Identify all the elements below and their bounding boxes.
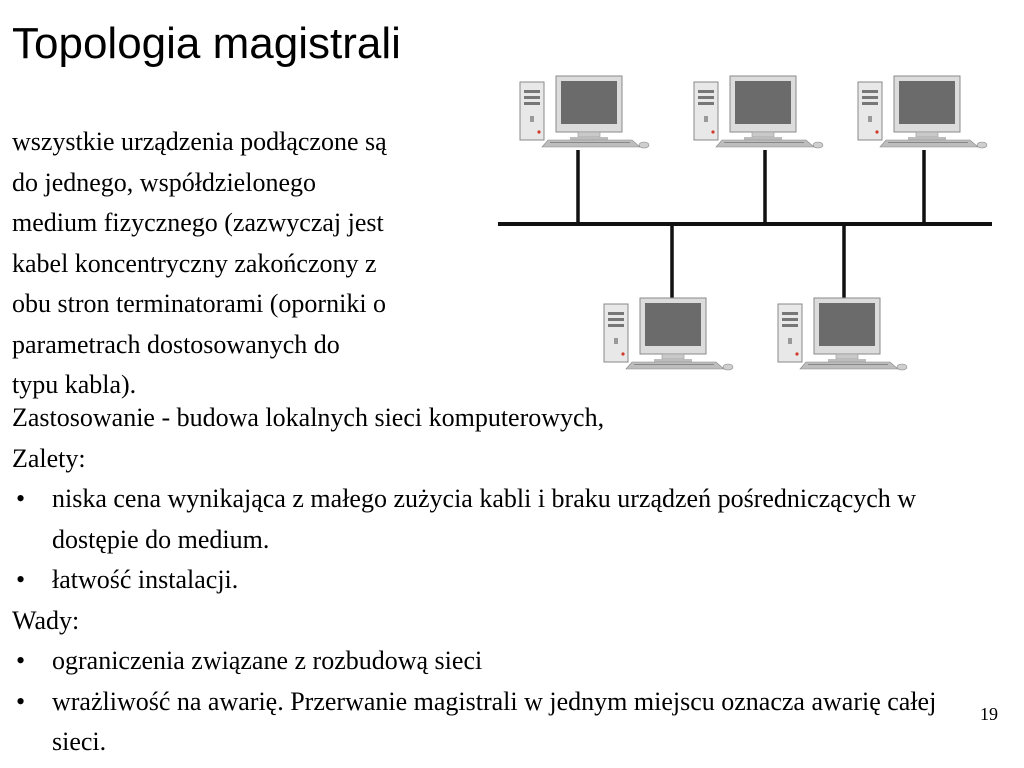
advantages-list bbox=[12, 479, 972, 601]
intro-text bbox=[12, 122, 512, 406]
desktop-computer-icon bbox=[858, 76, 987, 148]
disadvantages-heading: Wady: bbox=[12, 605, 80, 635]
intro-line: kabel koncentryczny zakończony z bbox=[12, 248, 377, 278]
intro-line: obu stron terminatorami (oporniki o bbox=[12, 289, 387, 318]
slide-body bbox=[12, 398, 972, 763]
intro-line: medium fizycznego (zazwyczaj jest bbox=[12, 208, 384, 237]
desktop-computer-icon bbox=[694, 76, 823, 148]
list-item: • ograniczenia związane z rozbudową sieci bbox=[12, 641, 972, 682]
page-number: 19 bbox=[980, 704, 998, 724]
slide-title: Topologia magistrali bbox=[12, 19, 401, 68]
usage-text: Zastosowanie - budowa lokalnych sieci komputerowych, bbox=[12, 403, 605, 432]
desktop-computer-icon bbox=[520, 76, 649, 148]
disadvantages-list bbox=[12, 641, 972, 763]
intro-line: parametrach dostosowanych do bbox=[12, 329, 340, 359]
desktop-computer-icon bbox=[604, 298, 733, 370]
bus-topology-diagram bbox=[480, 66, 1000, 372]
list-item: • łatwość instalacji. bbox=[12, 560, 972, 601]
intro-line: do jednego, współdzielonego bbox=[12, 167, 316, 197]
list-item: • wrażliwość na awarię. Przerwanie magistrali w jednym miejscu oznacza awarię całej sieci. bbox=[12, 682, 972, 763]
advantages-heading: Zalety: bbox=[12, 443, 86, 473]
intro-line: typu kabla). bbox=[12, 370, 137, 399]
intro-line: wszystkie urządzenia podłączone są bbox=[12, 127, 387, 156]
list-item: • niska cena wynikająca z małego zużycia kabli i braku urządzeń pośredniczących w dostępie do medium. bbox=[12, 479, 972, 560]
desktop-computer-icon bbox=[778, 298, 907, 370]
